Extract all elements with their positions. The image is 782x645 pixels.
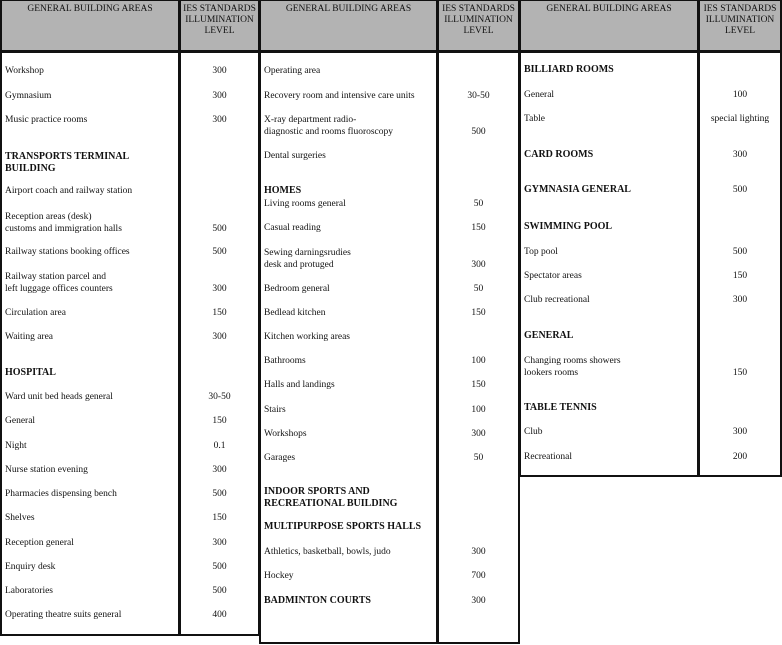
- area-label: Bedlead kitchen: [264, 308, 326, 318]
- header-level: IES STANDARDS ILLUMINATION LEVEL: [703, 4, 777, 36]
- area-label: Waiting area: [5, 332, 54, 342]
- area-label: Top pool: [524, 247, 558, 257]
- area-label: Workshops: [264, 429, 307, 439]
- header-areas: GENERAL BUILDING AREAS: [546, 4, 672, 14]
- illumination-value: 300: [732, 427, 748, 437]
- area-label: Club recreational: [524, 295, 590, 305]
- illumination-value: 500: [212, 489, 227, 499]
- area-label: BILLIARD ROOMS: [524, 64, 614, 75]
- illumination-value: 300: [471, 260, 486, 270]
- area-label: Recreational: [524, 452, 573, 462]
- illumination-value: 300: [732, 295, 748, 305]
- area-label: HOMES: [264, 185, 302, 196]
- illumination-value: 0.1: [213, 441, 226, 451]
- area-label: Athletics, basketball, bowls, judo: [264, 547, 391, 557]
- table-header: [261, 1, 518, 53]
- area-label: Halls and landings: [264, 380, 335, 390]
- header-level: IES STANDARDS ILLUMINATION LEVEL: [183, 4, 256, 36]
- area-label: Bathrooms: [264, 356, 306, 366]
- illumination-value: 150: [732, 271, 748, 281]
- illumination-value: 300: [471, 429, 486, 439]
- illumination-value: 50: [473, 453, 484, 463]
- illumination-value: 100: [471, 356, 486, 366]
- area-label: Garages: [264, 453, 296, 463]
- area-label: Casual reading: [264, 223, 321, 233]
- area-label: INDOOR SPORTS AND RECREATIONAL BUILDING: [264, 486, 398, 509]
- area-label: Kitchen working areas: [264, 332, 350, 342]
- illumination-value: 150: [212, 416, 227, 426]
- area-label: Operating theatre suits general: [5, 610, 122, 620]
- area-label: Club: [524, 427, 543, 437]
- area-label: TABLE TENNIS: [524, 402, 597, 413]
- area-label: General: [5, 416, 36, 426]
- area-label: Laboratories: [5, 586, 54, 596]
- area-label: Reception general: [5, 538, 74, 548]
- area-label: SWIMMING POOL: [524, 221, 613, 232]
- area-label: Workshop: [5, 66, 44, 76]
- area-label: Shelves: [5, 513, 35, 523]
- area-label: CARD ROOMS: [524, 149, 594, 160]
- area-label: Night: [5, 441, 27, 451]
- illumination-table-1: [0, 0, 260, 636]
- illumination-value: 500: [212, 586, 227, 596]
- area-label: Railway stations booking offices: [5, 247, 130, 257]
- illumination-value: special lighting: [710, 114, 770, 124]
- area-label: HOSPITAL: [5, 367, 56, 378]
- illumination-value: 50: [473, 199, 484, 209]
- area-label: Circulation area: [5, 308, 66, 318]
- area-label: Reception areas (desk) customs and immigration halls: [5, 212, 122, 234]
- illumination-value: 500: [732, 247, 748, 257]
- illumination-value: 300: [212, 284, 227, 294]
- area-label: GENERAL: [524, 330, 574, 341]
- illumination-value: 500: [212, 224, 227, 234]
- illumination-value: 500: [732, 185, 748, 195]
- illumination-value: 150: [212, 513, 227, 523]
- illumination-table-3: [519, 0, 782, 477]
- illumination-value: 400: [212, 610, 227, 620]
- area-label: Gymnasium: [5, 91, 52, 101]
- illumination-value: 100: [732, 90, 748, 100]
- area-label: Sewing darningsrudies desk and protuged: [264, 248, 351, 270]
- area-label: Changing rooms showers lookers rooms: [524, 356, 621, 378]
- illumination-value: 150: [471, 380, 486, 390]
- table-header: [2, 1, 258, 53]
- area-label: Spectator areas: [524, 271, 582, 281]
- illumination-table-2: [259, 0, 520, 644]
- column-divider: [697, 1, 700, 475]
- illumination-value: 150: [212, 308, 227, 318]
- area-label: Nurse station evening: [5, 465, 88, 475]
- header-areas: GENERAL BUILDING AREAS: [27, 4, 153, 14]
- illumination-value: 300: [212, 115, 227, 125]
- illumination-value: 300: [212, 66, 227, 76]
- area-label: Hockey: [264, 571, 294, 581]
- illumination-value: 300: [212, 465, 227, 475]
- illumination-value: 500: [212, 562, 227, 572]
- area-label: Recovery room and intensive care units: [264, 91, 415, 101]
- area-label: Ward unit bed heads general: [5, 392, 113, 402]
- illumination-value: 30-50: [467, 91, 490, 101]
- area-label: TRANSPORTS TERMINAL BUILDING: [5, 151, 130, 174]
- area-label: Enquiry desk: [5, 562, 56, 572]
- area-label: BADMINTON COURTS: [264, 595, 371, 606]
- illumination-value: 150: [732, 368, 748, 378]
- illumination-value: 300: [732, 150, 748, 160]
- area-label: Pharmacies dispensing bench: [5, 489, 117, 499]
- illumination-value: 300: [471, 596, 486, 606]
- area-label: Railway station parcel and left luggage offices counters: [5, 272, 113, 294]
- illumination-value: 300: [212, 538, 227, 548]
- illumination-value: 300: [212, 332, 227, 342]
- illumination-value: 300: [212, 91, 227, 101]
- area-label: Table: [524, 114, 545, 124]
- illumination-value: 50: [473, 284, 484, 294]
- illumination-value: 200: [732, 452, 748, 462]
- illumination-value: 300: [471, 547, 486, 557]
- area-label: X-ray department radio- diagnostic and rooms fluoroscopy: [264, 115, 394, 137]
- area-label: MULTIPURPOSE SPORTS HALLS: [264, 521, 422, 532]
- area-label: Airport coach and railway station: [5, 186, 133, 196]
- header-areas: GENERAL BUILDING AREAS: [285, 4, 412, 14]
- area-label: Stairs: [264, 405, 286, 415]
- area-label: Dental surgeries: [264, 151, 326, 161]
- illumination-value: 30-50: [208, 392, 231, 402]
- area-label: GYMNASIA GENERAL: [524, 184, 631, 195]
- area-label: Music practice rooms: [5, 115, 88, 125]
- illumination-value: 700: [471, 571, 486, 581]
- illumination-value: 150: [471, 223, 486, 233]
- illumination-value: 100: [471, 405, 486, 415]
- area-label: Living rooms general: [264, 199, 346, 209]
- illumination-value: 500: [471, 127, 486, 137]
- area-label: General: [524, 90, 555, 100]
- area-label: Operating area: [264, 66, 321, 76]
- table-header: [521, 1, 780, 53]
- illumination-value: 150: [471, 308, 486, 318]
- header-level: IES STANDARDS ILLUMINATION LEVEL: [442, 4, 515, 36]
- illumination-value: 500: [212, 247, 227, 257]
- area-label: Bedroom general: [264, 284, 330, 294]
